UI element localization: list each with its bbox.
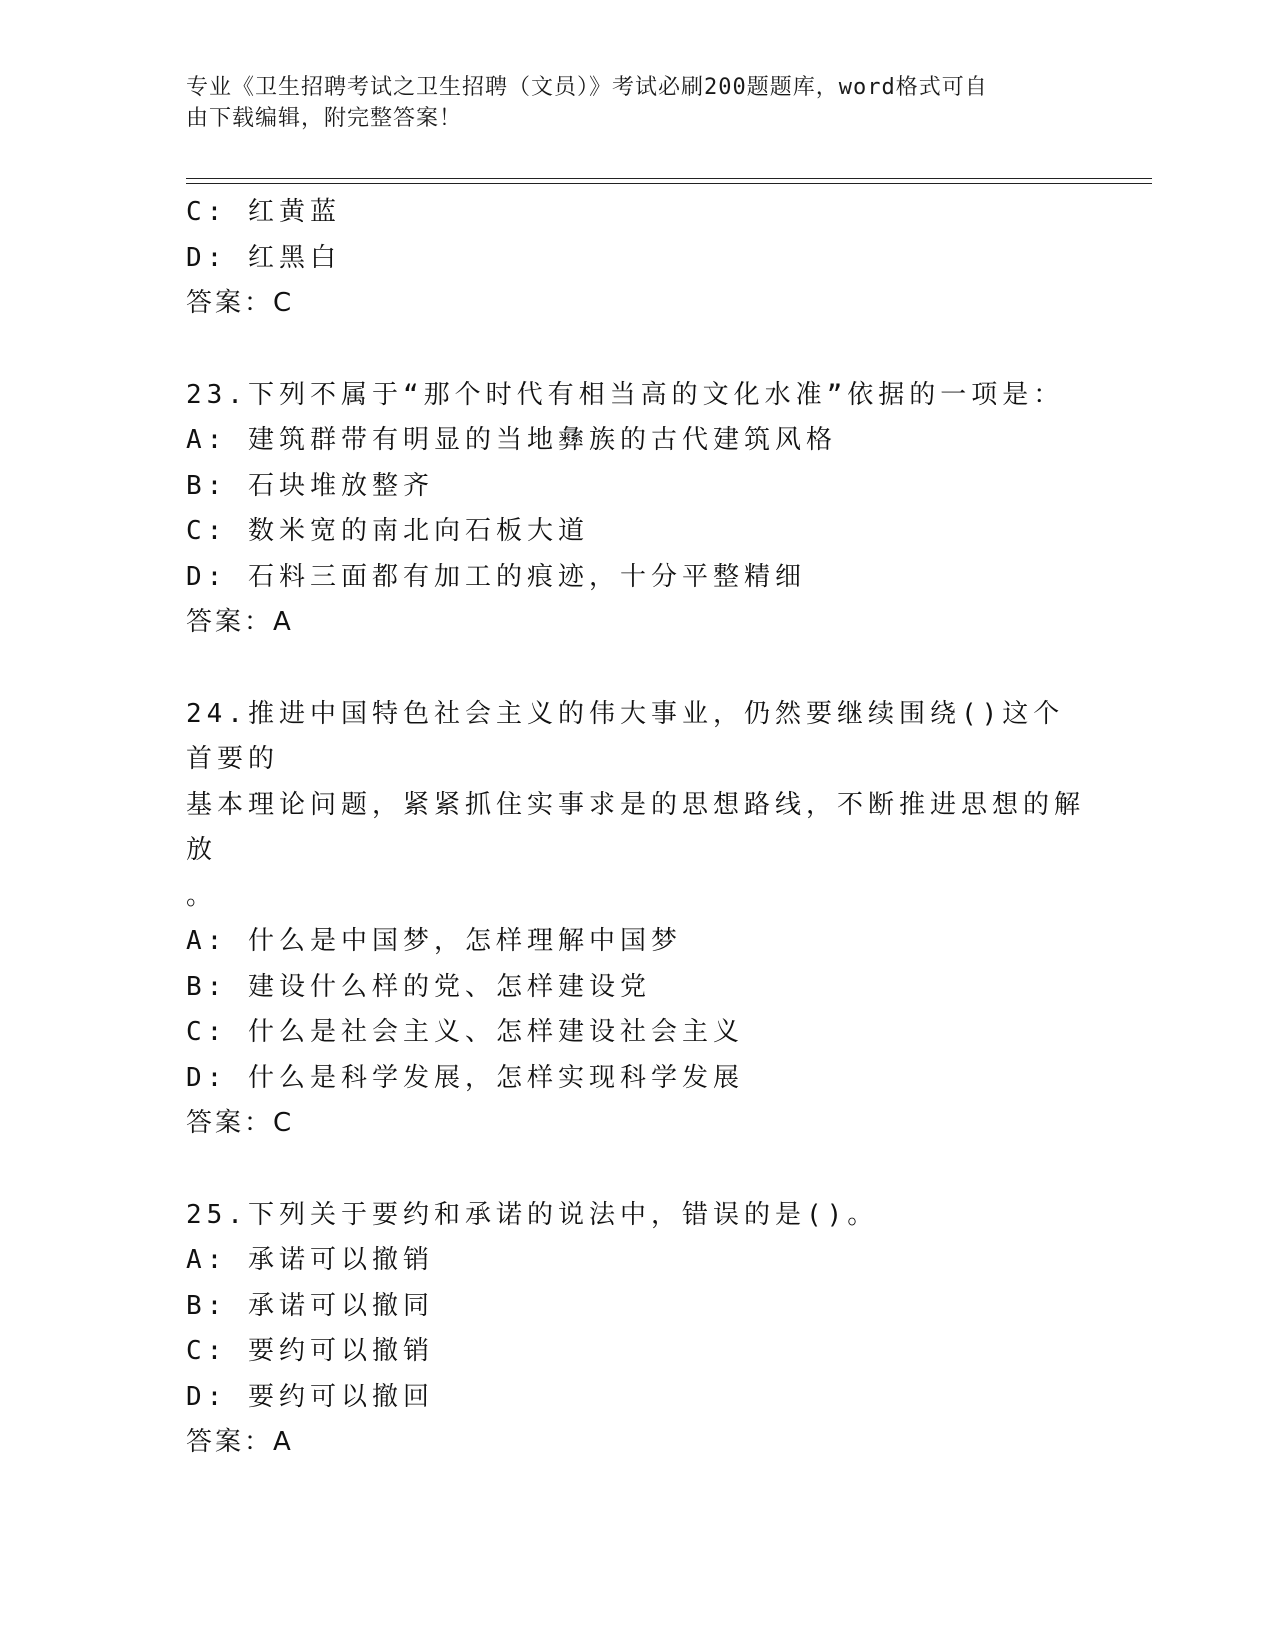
- option-d: D: 红黑白: [186, 242, 341, 273]
- question-24: [186, 692, 1086, 1147]
- question-25: [186, 1193, 1086, 1466]
- spacer: [186, 1147, 1086, 1193]
- option-d: D: 石料三面都有加工的痕迹，十分平整精细: [186, 561, 806, 592]
- answer-line: 答案：C: [186, 288, 295, 318]
- option-d: D: 什么是科学发展，怎样实现科学发展: [186, 1062, 744, 1093]
- header-divider-bottom: [186, 183, 1152, 184]
- option-c: C: 什么是社会主义、怎样建设社会主义: [186, 1017, 744, 1047]
- question-text-line: 24.推进中国特色社会主义的伟大事业，仍然要继续围绕()这个首要的: [186, 698, 1065, 774]
- question-text-line: 23.下列不属于“那个时代有相当高的文化水准”依据的一项是：: [186, 379, 1065, 410]
- option-b: B: 承诺可以撤同: [186, 1290, 434, 1321]
- question-text-line: 。: [186, 880, 218, 911]
- option-b: B: 石块堆放整齐: [186, 470, 434, 501]
- answer-line: 答案：A: [186, 607, 294, 637]
- option-a: A: 承诺可以撤销: [186, 1245, 434, 1275]
- option-c: C: 要约可以撤销: [186, 1336, 434, 1366]
- header-line-2: 由下载编辑，附完整答案！: [186, 106, 463, 131]
- option-c: C: 红黄蓝: [186, 197, 341, 227]
- header-line-1: 专业《卫生招聘考试之卫生招聘（文员）》考试必刷200题题库，word格式可自: [186, 75, 988, 100]
- answer-line: 答案：A: [186, 1427, 294, 1457]
- answer-line: 答案：C: [186, 1108, 295, 1138]
- spacer: [186, 646, 1086, 692]
- option-d: D: 要约可以撤回: [186, 1381, 434, 1412]
- spacer: [186, 327, 1086, 373]
- option-a: A: 建筑群带有明显的当地彝族的古代建筑风格: [186, 425, 837, 455]
- option-c: C: 数米宽的南北向石板大道: [186, 516, 589, 546]
- question-text-line: 25.下列关于要约和承诺的说法中，错误的是()。: [186, 1199, 879, 1230]
- question-text-line: 基本理论问题，紧紧抓住实事求是的思想路线，不断推进思想的解放: [186, 789, 1086, 865]
- option-a: A: 什么是中国梦，怎样理解中国梦: [186, 926, 682, 956]
- header-divider-top: [186, 178, 1152, 179]
- question-carryover: [186, 190, 1086, 327]
- question-23: [186, 373, 1086, 646]
- document-body: [186, 190, 1086, 1466]
- option-b: B: 建设什么样的党、怎样建设党: [186, 971, 651, 1002]
- document-header: [186, 72, 1066, 134]
